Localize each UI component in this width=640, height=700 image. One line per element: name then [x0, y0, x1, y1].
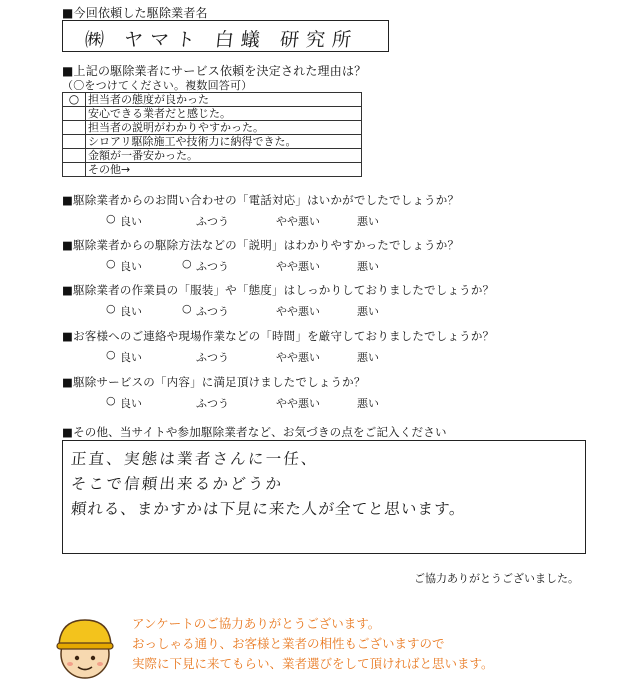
rating-option-good[interactable]: 良い	[120, 260, 142, 273]
question-title: ■駆除サービスの「内容」に満足頂けましたでしょうか？	[62, 375, 366, 389]
reason-row	[63, 149, 362, 163]
reason-row	[63, 93, 362, 107]
question-title: ■駆除業者からの駆除方法などの「説明」はわかりやすかったでしょうか？	[62, 238, 460, 252]
rating-option-somewhat-bad[interactable]: やや悪い	[276, 215, 320, 228]
rating-option-somewhat-bad[interactable]: やや悪い	[276, 351, 320, 364]
rating-options-row	[0, 349, 640, 365]
company-name: ㈱ ヤマト 白蟻 研究所	[83, 29, 360, 51]
comments-box	[62, 440, 586, 554]
reasons-table	[62, 92, 362, 177]
rating-mark: ○	[182, 257, 192, 270]
staff-mascot-icon	[50, 612, 120, 682]
rating-option-normal[interactable]: ふつう	[196, 260, 229, 273]
rating-option-bad[interactable]: 悪い	[357, 305, 379, 318]
rating-option-good[interactable]: 良い	[120, 351, 142, 364]
thanks-text: ご協力ありがとうございました。	[414, 572, 579, 585]
rating-mark: ○	[182, 302, 192, 315]
reason-label: シロアリ駆除施工や技術力に納得できた。	[86, 135, 362, 149]
reason-label: その他→	[86, 163, 362, 177]
rating-mark: ○	[106, 212, 116, 225]
company-section-title: ■今回依頼した駆除業者名	[62, 6, 208, 20]
reason-row	[63, 107, 362, 121]
rating-option-bad[interactable]: 悪い	[357, 215, 379, 228]
rating-options-row	[0, 213, 640, 229]
comment-line: 頼れる、まかすかは下見に来た人が全てと思います。	[70, 500, 467, 518]
comments-section-title: ■その他、当サイトや参加駆除業者など、お気づきの点をご記入ください	[62, 425, 447, 439]
rating-options-row	[0, 258, 640, 274]
rating-option-somewhat-bad[interactable]: やや悪い	[276, 260, 320, 273]
rating-option-somewhat-bad[interactable]: やや悪い	[276, 397, 320, 410]
reason-row	[63, 135, 362, 149]
footer-line: おっしゃる通り、お客様と業者の相性もございますので	[132, 636, 445, 651]
rating-option-normal[interactable]: ふつう	[196, 397, 229, 410]
rating-option-normal[interactable]: ふつう	[196, 351, 229, 364]
reason-row	[63, 121, 362, 135]
reason-mark	[63, 163, 86, 177]
reasons-instruction: （〇をつけてください。複数回答可）	[62, 79, 253, 92]
reasons-section-title: ■上記の駆除業者にサービス依頼を決定された理由は？	[62, 64, 367, 78]
rating-mark: ○	[106, 348, 116, 361]
comment-line: そこで信頼出来るかどうか	[70, 475, 285, 493]
rating-option-normal[interactable]: ふつう	[196, 215, 229, 228]
rating-option-normal[interactable]: ふつう	[196, 305, 229, 318]
reason-mark	[63, 107, 86, 121]
footer-line: アンケートのご協力ありがとうございます。	[132, 616, 381, 631]
reason-label: 担当者の説明がわかりやすかった。	[86, 121, 362, 135]
rating-options-row	[0, 303, 640, 319]
rating-option-bad[interactable]: 悪い	[357, 397, 379, 410]
rating-option-good[interactable]: 良い	[120, 215, 142, 228]
reason-row	[63, 163, 362, 177]
question-title: ■駆除業者の作業員の「服装」や「態度」はしっかりしておりましたでしょうか？	[62, 283, 495, 297]
reason-label: 担当者の態度が良かった	[86, 93, 362, 107]
rating-option-bad[interactable]: 悪い	[357, 260, 379, 273]
rating-mark: ○	[106, 394, 116, 407]
rating-mark: ○	[106, 302, 116, 315]
rating-options-row	[0, 395, 640, 411]
reason-mark	[63, 149, 86, 163]
reason-mark	[63, 135, 86, 149]
rating-option-good[interactable]: 良い	[120, 397, 142, 410]
rating-option-good[interactable]: 良い	[120, 305, 142, 318]
reason-mark: ○	[63, 93, 86, 107]
company-name-box	[62, 20, 389, 52]
comment-line: 正直、実態は業者さんに一任、	[70, 450, 320, 468]
rating-option-somewhat-bad[interactable]: やや悪い	[276, 305, 320, 318]
footer-line: 実際に下見に来てもらい、業者選びをして頂ければと思います。	[132, 656, 494, 671]
reason-mark	[63, 121, 86, 135]
rating-option-bad[interactable]: 悪い	[357, 351, 379, 364]
question-title: ■駆除業者からのお問い合わせの「電話対応」はいかがでしたでしょうか？	[62, 193, 460, 207]
question-title: ■お客様へのご連絡や現場作業などの「時間」を厳守しておりましたでしょうか？	[62, 329, 495, 343]
reason-label: 金額が一番安かった。	[86, 149, 362, 163]
rating-mark: ○	[106, 257, 116, 270]
reason-label: 安心できる業者だと感じた。	[86, 107, 362, 121]
